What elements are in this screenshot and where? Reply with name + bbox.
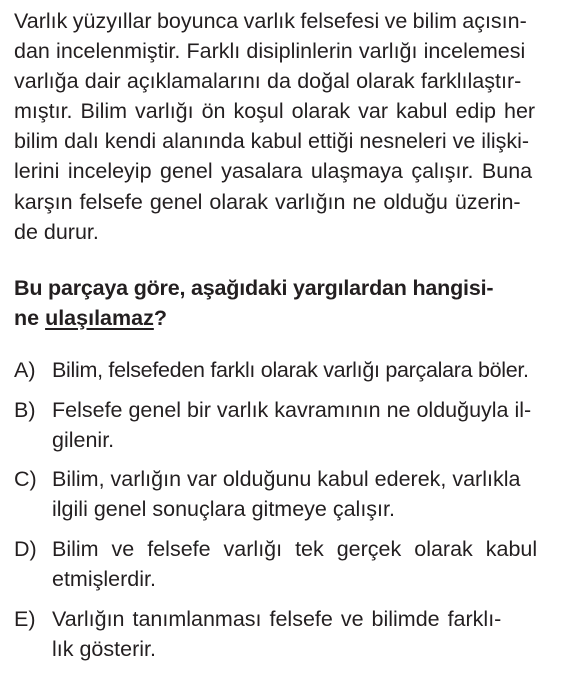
option-d[interactable] xyxy=(14,534,574,594)
option-letter: B) xyxy=(14,397,36,422)
passage-line: varlığa dair açıklamalarını da doğal olarak farklılaştır- xyxy=(14,69,522,94)
option-line: Bilim ve felsefe varlığı tek gerçek olarak kabul xyxy=(52,536,538,561)
option-letter: A) xyxy=(14,357,36,382)
question-line: Bu parçaya göre, aşağıdaki yargılardan hangisi- xyxy=(14,275,494,300)
option-line: Varlığın tanımlanması felsefe ve bilimde farklı- xyxy=(52,606,502,631)
question-page xyxy=(14,6,574,673)
passage-line: lerini inceleyip genel yasalara ulaşmaya çalışır. Buna xyxy=(14,159,533,184)
passage-line: mıştır. Bilim varlığı ön koşul olarak var kabul edip her xyxy=(14,99,536,124)
option-letter: D) xyxy=(14,536,37,561)
reading-passage xyxy=(14,6,574,247)
option-b[interactable] xyxy=(14,395,574,455)
option-e[interactable] xyxy=(14,604,574,664)
option-a[interactable] xyxy=(14,355,574,385)
option-text xyxy=(52,395,531,455)
option-letter: E) xyxy=(14,606,36,631)
option-line: Bilim, varlığın var olduğunu kabul ederek, varlıkla xyxy=(52,467,521,492)
option-line: ilgili genel sonuçlara gitmeye çalışır. xyxy=(52,497,395,522)
passage-line: dan incelenmiştir. Farklı disiplinlerin varlığı incelemesi xyxy=(14,39,526,64)
passage-line: de durur. xyxy=(14,219,99,244)
option-text xyxy=(52,534,537,594)
option-line: gilenir. xyxy=(52,427,115,452)
option-line: etmişlerdir. xyxy=(52,567,156,591)
question-line xyxy=(14,303,574,333)
option-text xyxy=(52,604,501,664)
option-text xyxy=(52,464,520,524)
question-stem xyxy=(14,273,574,333)
answer-options xyxy=(14,355,574,664)
question-text: ne xyxy=(14,305,46,330)
option-line: Bilim, felsefeden farklı olarak varlığı parçalara böler. xyxy=(52,357,529,382)
option-line: lık gösterir. xyxy=(52,636,156,661)
option-line: Felsefe genel bir varlık kavramının ne olduğuyla il- xyxy=(52,397,532,422)
passage-line: karşın felsefe genel olarak varlığın ne olduğu üzerin- xyxy=(14,189,521,214)
passage-line: bilim dalı kendi alanında kabul ettiği nesneleri ve ilişki- xyxy=(14,129,530,154)
question-mark: ? xyxy=(153,305,167,330)
option-text xyxy=(52,355,529,385)
option-letter: C) xyxy=(14,467,37,492)
passage-line: Varlık yüzyıllar boyunca varlık felsefesi ve bilim açısın- xyxy=(14,9,527,33)
option-c[interactable] xyxy=(14,464,574,524)
question-keyword: ulaşılamaz xyxy=(45,305,154,330)
